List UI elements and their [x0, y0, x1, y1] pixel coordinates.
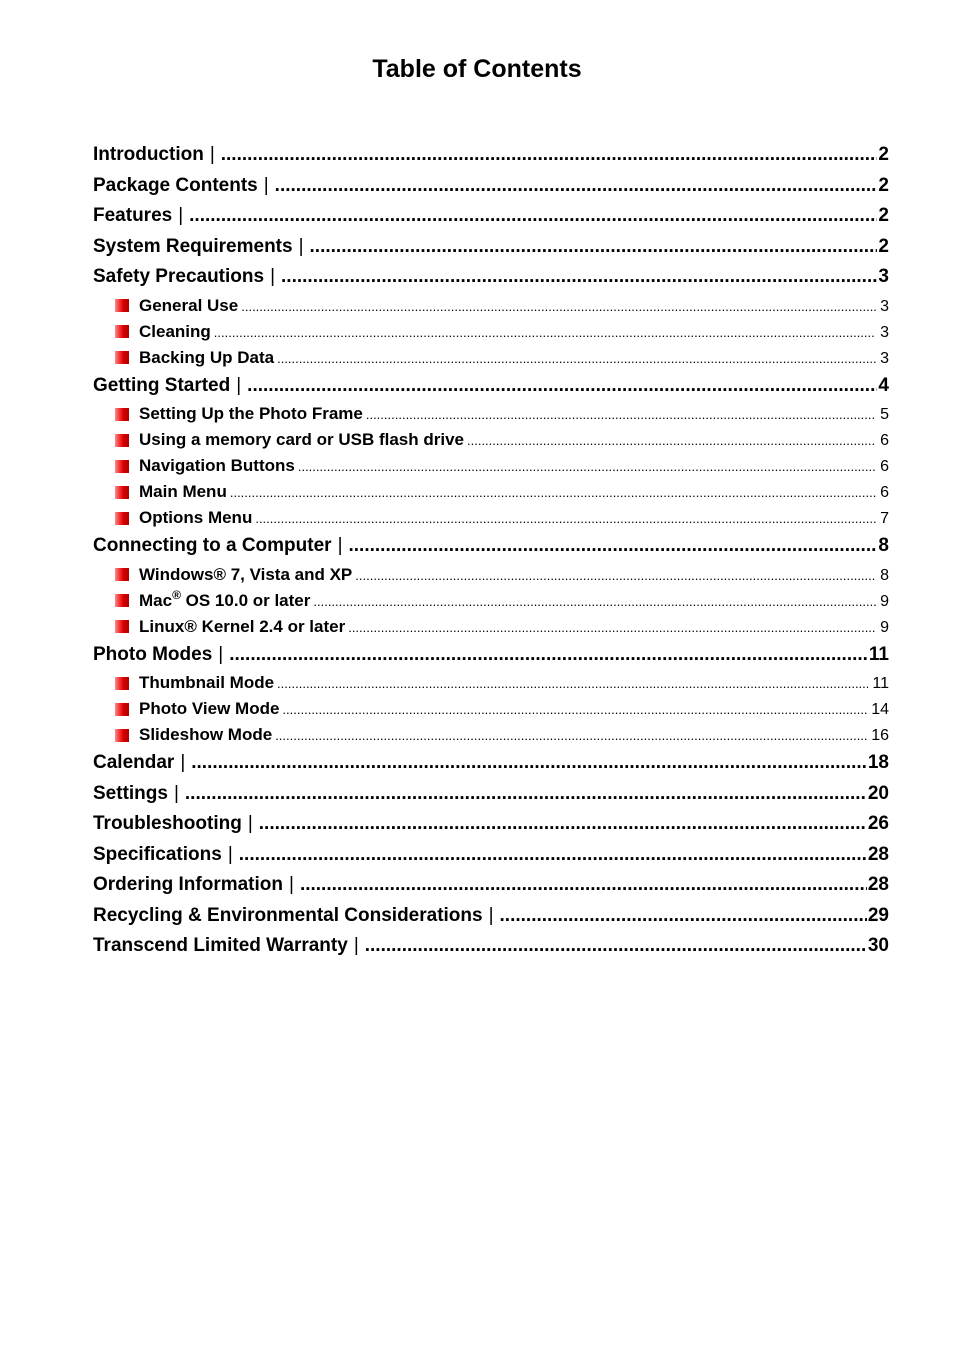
red-square-bullet-icon — [115, 703, 129, 716]
toc-separator: | — [270, 266, 276, 287]
dot-leader — [366, 402, 876, 427]
dot-leader — [259, 809, 867, 840]
red-square-bullet-icon — [115, 729, 129, 742]
toc-page-number: 6 — [880, 484, 889, 501]
dot-leader — [467, 428, 876, 453]
toc-page-number: 8 — [880, 566, 889, 584]
red-square-bullet-icon — [115, 594, 129, 607]
toc-entry-title: Cleaning — [139, 321, 211, 341]
toc-page-number: 3 — [880, 297, 889, 315]
dot-leader — [281, 262, 877, 293]
table-of-contents — [93, 140, 889, 962]
red-square-bullet-icon — [115, 299, 129, 312]
dot-leader — [365, 931, 867, 962]
toc-page-number: 7 — [880, 510, 889, 527]
toc-separator: | — [289, 874, 294, 895]
dot-leader — [300, 870, 867, 901]
toc-entry-title: Photo View Mode — [139, 699, 280, 718]
red-square-bullet-icon — [115, 408, 129, 421]
red-square-bullet-icon — [115, 325, 129, 338]
toc-page-number: 28 — [867, 874, 889, 895]
toc-page-number: 29 — [867, 904, 889, 926]
dot-leader — [239, 840, 867, 871]
toc-subsection-entry[interactable] — [93, 453, 889, 479]
toc-entry-title: Ordering Information — [93, 874, 283, 895]
toc-entry-title: Using a memory card or USB flash drive — [139, 430, 464, 449]
toc-page-number: 3 — [880, 349, 889, 367]
toc-section-entry[interactable] — [93, 748, 889, 779]
toc-entry-title: Recycling & Environmental Considerations — [93, 904, 483, 926]
dot-leader — [275, 723, 867, 748]
toc-entry-title: Connecting to a Computer — [93, 535, 332, 556]
toc-separator: | — [488, 904, 494, 926]
toc-section-entry[interactable] — [93, 901, 889, 932]
dot-leader — [214, 320, 876, 345]
toc-separator: | — [236, 374, 242, 396]
dot-leader — [348, 615, 876, 640]
toc-subsection-entry[interactable] — [93, 401, 889, 427]
toc-page-number: 2 — [878, 144, 889, 165]
toc-page-number: 6 — [880, 432, 889, 449]
toc-separator: | — [180, 752, 186, 773]
toc-subsection-entry[interactable] — [93, 614, 889, 640]
toc-section-entry[interactable] — [93, 371, 889, 402]
toc-subsection-entry[interactable] — [93, 562, 889, 588]
toc-section-entry[interactable] — [93, 640, 889, 671]
toc-entry-title: Setting Up the Photo Frame — [139, 404, 363, 423]
toc-section-entry[interactable] — [93, 140, 889, 171]
toc-entry-title: Calendar — [93, 752, 175, 773]
toc-page-number: 14 — [871, 701, 889, 718]
dot-leader — [189, 201, 877, 232]
dot-leader — [500, 901, 867, 932]
dot-leader — [310, 232, 878, 263]
toc-entry-title: Safety Precautions — [93, 266, 265, 287]
toc-page-number: 3 — [878, 266, 889, 287]
toc-subsection-entry[interactable] — [93, 588, 889, 614]
dot-leader — [313, 589, 876, 614]
toc-subsection-entry[interactable] — [93, 319, 889, 345]
registered-mark: ® — [172, 587, 181, 602]
toc-section-entry[interactable] — [93, 870, 889, 901]
toc-entry-title: Thumbnail Mode — [139, 673, 275, 692]
dot-leader — [185, 779, 867, 810]
red-square-bullet-icon — [115, 486, 129, 499]
toc-subsection-entry[interactable] — [93, 505, 889, 531]
page-title: Table of Contents — [372, 55, 582, 83]
dot-leader — [355, 563, 876, 588]
dot-leader — [349, 531, 878, 562]
toc-page-number: 20 — [867, 782, 889, 804]
toc-page-number: 11 — [868, 643, 889, 665]
dot-leader — [230, 480, 876, 505]
dot-leader — [275, 171, 878, 202]
toc-page-number: 2 — [878, 205, 889, 226]
toc-separator: | — [247, 813, 253, 834]
toc-entry-title: Transcend Limited Warranty — [93, 935, 348, 956]
toc-subsection-entry[interactable] — [93, 345, 889, 371]
toc-entry-title: Navigation Buttons — [139, 456, 295, 475]
toc-page-number: 6 — [880, 458, 889, 475]
toc-entry-title: Features — [93, 205, 173, 226]
toc-separator: | — [353, 935, 359, 956]
toc-entry-title: System Requirements — [93, 235, 293, 257]
toc-section-entry[interactable] — [93, 232, 889, 263]
toc-separator: | — [218, 643, 224, 665]
dot-leader — [241, 294, 876, 319]
toc-entry-title: Photo Modes — [93, 643, 213, 665]
toc-separator: | — [298, 235, 304, 257]
toc-section-entry[interactable] — [93, 262, 889, 293]
red-square-bullet-icon — [115, 620, 129, 633]
toc-subsection-entry[interactable] — [93, 670, 889, 696]
toc-separator: | — [209, 144, 215, 165]
toc-subsection-entry[interactable] — [93, 479, 889, 505]
dot-leader — [221, 140, 878, 171]
toc-entry-title: Package Contents — [93, 174, 258, 196]
red-square-bullet-icon — [115, 434, 129, 447]
toc-entry-title: Linux® Kernel 2.4 or later — [139, 616, 346, 636]
toc-entry-title: Main Menu — [139, 482, 227, 501]
dot-leader — [277, 346, 876, 371]
dot-leader — [277, 671, 868, 696]
dot-leader — [191, 748, 867, 779]
toc-separator: | — [263, 174, 269, 196]
dot-leader — [229, 640, 868, 671]
toc-entry-title: Settings — [93, 782, 168, 804]
toc-page-number: 18 — [867, 752, 889, 773]
toc-section-entry[interactable] — [93, 779, 889, 810]
toc-section-entry[interactable] — [93, 840, 889, 871]
red-square-bullet-icon — [115, 677, 129, 690]
toc-page-number: 28 — [867, 843, 889, 865]
red-square-bullet-icon — [115, 460, 129, 473]
red-square-bullet-icon — [115, 351, 129, 364]
toc-separator: | — [173, 782, 179, 804]
toc-section-entry[interactable] — [93, 931, 889, 962]
toc-page-number: 11 — [872, 675, 889, 692]
toc-page-number: 8 — [878, 535, 889, 556]
toc-page-number: 30 — [867, 935, 889, 956]
toc-separator: | — [337, 535, 343, 556]
dot-leader — [298, 454, 876, 479]
dot-leader — [282, 697, 867, 722]
red-square-bullet-icon — [115, 568, 129, 581]
toc-section-entry[interactable] — [93, 201, 889, 232]
toc-entry-title: Backing Up Data — [139, 347, 275, 367]
dot-leader — [247, 371, 877, 402]
toc-separator: | — [178, 205, 184, 226]
toc-subsection-entry[interactable] — [93, 696, 889, 722]
dot-leader — [255, 506, 876, 531]
toc-page-number: 5 — [880, 406, 889, 423]
toc-section-entry[interactable] — [93, 531, 889, 562]
toc-page-number: 3 — [880, 323, 889, 341]
toc-entry-title: Slideshow Mode — [139, 725, 273, 744]
toc-page-number: 9 — [880, 592, 889, 610]
red-square-bullet-icon — [115, 512, 129, 525]
toc-entry-title: Mac® OS 10.0 or later — [139, 587, 311, 610]
toc-page-number: 2 — [878, 235, 889, 257]
toc-page-number: 16 — [871, 727, 889, 744]
toc-section-entry[interactable] — [93, 809, 889, 840]
toc-page-number: 9 — [880, 618, 889, 636]
toc-separator: | — [227, 843, 233, 865]
toc-section-entry[interactable] — [93, 171, 889, 202]
toc-page-number: 2 — [878, 174, 889, 196]
toc-entry-title: Introduction — [93, 144, 204, 165]
toc-entry-title: Troubleshooting — [93, 813, 242, 834]
toc-page-number: 26 — [867, 813, 889, 834]
toc-entry-title: Getting Started — [93, 374, 231, 396]
toc-subsection-entry[interactable] — [93, 293, 889, 319]
toc-entry-title: Options Menu — [139, 508, 253, 527]
toc-entry-title: General Use — [139, 295, 239, 315]
toc-page-number: 4 — [878, 374, 889, 396]
toc-subsection-entry[interactable] — [93, 427, 889, 453]
toc-entry-title: Windows® 7, Vista and XP — [139, 564, 353, 584]
toc-subsection-entry[interactable] — [93, 722, 889, 748]
toc-entry-title: Specifications — [93, 843, 222, 865]
